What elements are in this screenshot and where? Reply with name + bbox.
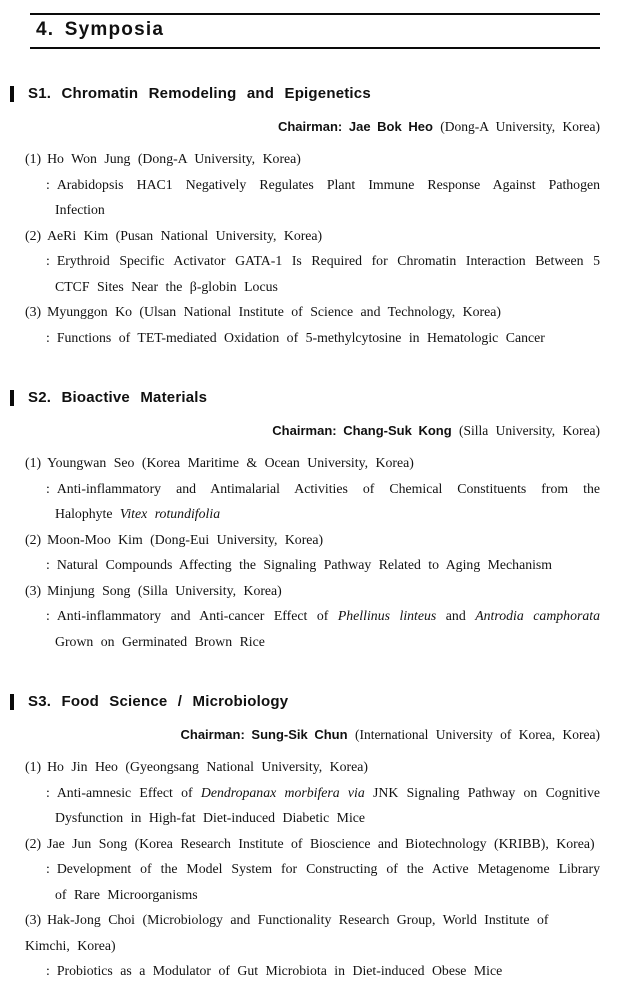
section-header bbox=[10, 389, 600, 406]
item-number: (2) bbox=[25, 835, 42, 851]
page-title: 4. Symposia bbox=[36, 19, 165, 40]
chairman-name bbox=[180, 727, 347, 742]
item-number: (2) bbox=[25, 227, 42, 243]
section-heading: S1. Chromatin Remodeling and Epigenetics bbox=[28, 85, 371, 102]
talk-title-line bbox=[10, 603, 600, 654]
speaker-line bbox=[10, 450, 600, 476]
symposium-section-s3 bbox=[10, 693, 600, 984]
sections-container bbox=[10, 85, 600, 984]
section-marker-bar bbox=[10, 86, 14, 102]
speaker-line bbox=[10, 907, 600, 958]
symposium-item bbox=[10, 831, 600, 908]
talk-title-italic-segment: Dendropanax morbifera via bbox=[200, 784, 365, 800]
symposium-item bbox=[10, 527, 600, 578]
item-number: (1) bbox=[25, 759, 42, 774]
section-heading: S3. Food Science / Microbiology bbox=[28, 693, 289, 710]
item-number: (2) bbox=[25, 531, 42, 547]
talk-title-line bbox=[10, 476, 600, 527]
speaker-name: Jae Jun Song (Korea Research Institute of Bioscience and Biotechnology (KRIBB), Korea) bbox=[47, 835, 595, 851]
title-colon: : bbox=[46, 176, 50, 192]
speaker-line bbox=[10, 223, 600, 249]
speaker-name: Ho Jin Heo (Gyeongsang National University, Korea) bbox=[47, 759, 368, 774]
title-colon: : bbox=[46, 963, 50, 978]
symposium-item bbox=[10, 754, 600, 831]
chairman-line bbox=[10, 723, 600, 747]
talk-title-line bbox=[10, 780, 600, 831]
talk-title-segment: Erythroid Specific Activator GATA-1 Is Required for Chromatin Interaction Between 5 CTCF Sites Near the β-globin Locus bbox=[55, 253, 600, 294]
talk-title-segment: Anti-inflammatory and Anti-cancer Effect of bbox=[56, 608, 338, 623]
symposia-page bbox=[0, 13, 630, 978]
talk-title-line bbox=[10, 248, 600, 299]
talk-title-segment: JNK Signaling Pathway on Cognitive Dysfunction in High-fat Diet-induced Diabetic Mice bbox=[55, 784, 600, 825]
speaker-name: Moon-Moo Kim (Dong-Eui University, Korea) bbox=[47, 531, 324, 547]
symposium-item bbox=[10, 578, 600, 655]
item-number: (1) bbox=[25, 455, 42, 470]
title-colon: : bbox=[46, 608, 50, 623]
speaker-name: AeRi Kim (Pusan National University, Korea) bbox=[47, 227, 323, 243]
symposium-section-s2 bbox=[10, 389, 600, 654]
chairman-line bbox=[10, 115, 600, 139]
speaker-line bbox=[10, 831, 600, 857]
item-number: (3) bbox=[25, 582, 42, 598]
symposium-item bbox=[10, 907, 600, 984]
item-number: (3) bbox=[25, 912, 42, 927]
talk-title-line bbox=[10, 958, 600, 984]
symposium-item bbox=[10, 299, 600, 350]
speaker-line bbox=[10, 578, 600, 604]
section-marker-bar bbox=[10, 694, 14, 710]
talk-title-line bbox=[10, 552, 600, 578]
item-number: (1) bbox=[25, 151, 42, 166]
chairman-name bbox=[278, 119, 433, 134]
symposium-item bbox=[10, 450, 600, 527]
section-heading: S2. Bioactive Materials bbox=[28, 389, 208, 406]
speaker-line bbox=[10, 754, 600, 780]
title-colon: : bbox=[46, 784, 50, 800]
chairman-label: Chairman: bbox=[180, 727, 245, 742]
talk-title-segment: Arabidopsis HAC1 Negatively Regulates Plant Immune Response Against Pathogen Infection bbox=[55, 176, 600, 217]
chairman-name bbox=[272, 423, 451, 438]
talk-title-segment: Functions of TET-mediated Oxidation of 5-methylcytosine in Hematologic Cancer bbox=[56, 329, 545, 345]
title-colon: : bbox=[46, 557, 50, 572]
section-marker-bar bbox=[10, 390, 14, 406]
chairman-affiliation: (International University of Korea, Korea) bbox=[354, 727, 600, 742]
title-colon: : bbox=[46, 329, 50, 345]
speaker-line bbox=[10, 146, 600, 172]
chairman-label: Chairman: bbox=[277, 119, 343, 134]
talk-title-line bbox=[10, 325, 600, 351]
symposium-item bbox=[10, 223, 600, 300]
chairman-line bbox=[10, 419, 600, 443]
talk-title-segment: and bbox=[436, 608, 476, 623]
talk-title-line bbox=[10, 172, 600, 223]
talk-title-segment: Anti-inflammatory and Antimalarial Activities of Chemical Constituents from the Halophyte bbox=[55, 480, 600, 521]
speaker-name: Youngwan Seo (Korea Maritime & Ocean University, Korea) bbox=[47, 455, 414, 470]
talk-title-segment: Anti-amnesic Effect of bbox=[56, 784, 201, 800]
speaker-line bbox=[10, 299, 600, 325]
talk-title-italic-segment: Antrodia camphorata bbox=[475, 608, 600, 623]
section-header bbox=[10, 693, 600, 710]
symposium-item bbox=[10, 146, 600, 223]
speaker-name: Minjung Song (Silla University, Korea) bbox=[47, 582, 282, 598]
chairman-affiliation: (Silla University, Korea) bbox=[459, 423, 600, 438]
chairman-affiliation: (Dong-A University, Korea) bbox=[440, 119, 600, 134]
speaker-name: Ho Won Jung (Dong-A University, Korea) bbox=[47, 151, 301, 166]
talk-title-segment: Probiotics as a Modulator of Gut Microbiota in Diet-induced Obese Mice bbox=[56, 963, 503, 978]
chairman-person: Jae Bok Heo bbox=[348, 119, 433, 134]
talk-title-line bbox=[10, 856, 600, 907]
title-colon: : bbox=[46, 480, 50, 496]
chairman-person: Sung-Sik Chun bbox=[251, 727, 348, 742]
doc-header bbox=[30, 13, 600, 49]
speaker-name: Hak-Jong Choi (Microbiology and Functionality Research Group, World Institute of Kimchi, Korea) bbox=[25, 912, 549, 953]
talk-title-italic-segment: Phellinus linteus bbox=[337, 608, 437, 623]
talk-title-segment: Development of the Model System for Constructing of the Active Metagenome Library of Rare Microorganisms bbox=[55, 861, 600, 902]
symposium-section-s1 bbox=[10, 85, 600, 350]
speaker-line bbox=[10, 527, 600, 553]
section-header bbox=[10, 85, 600, 102]
talk-title-segment: Natural Compounds Affecting the Signaling Pathway Related to Aging Mechanism bbox=[56, 557, 553, 572]
speaker-name: Myunggon Ko (Ulsan National Institute of Science and Technology, Korea) bbox=[47, 304, 501, 319]
talk-title-segment: Grown on Germinated Brown Rice bbox=[55, 633, 265, 649]
talk-title-italic-segment: Vitex rotundifolia bbox=[119, 506, 221, 521]
title-colon: : bbox=[46, 861, 50, 876]
chairman-person: Chang-Suk Kong bbox=[343, 423, 452, 438]
item-number: (3) bbox=[25, 304, 42, 319]
chairman-label: Chairman: bbox=[272, 423, 337, 438]
title-colon: : bbox=[46, 253, 50, 268]
